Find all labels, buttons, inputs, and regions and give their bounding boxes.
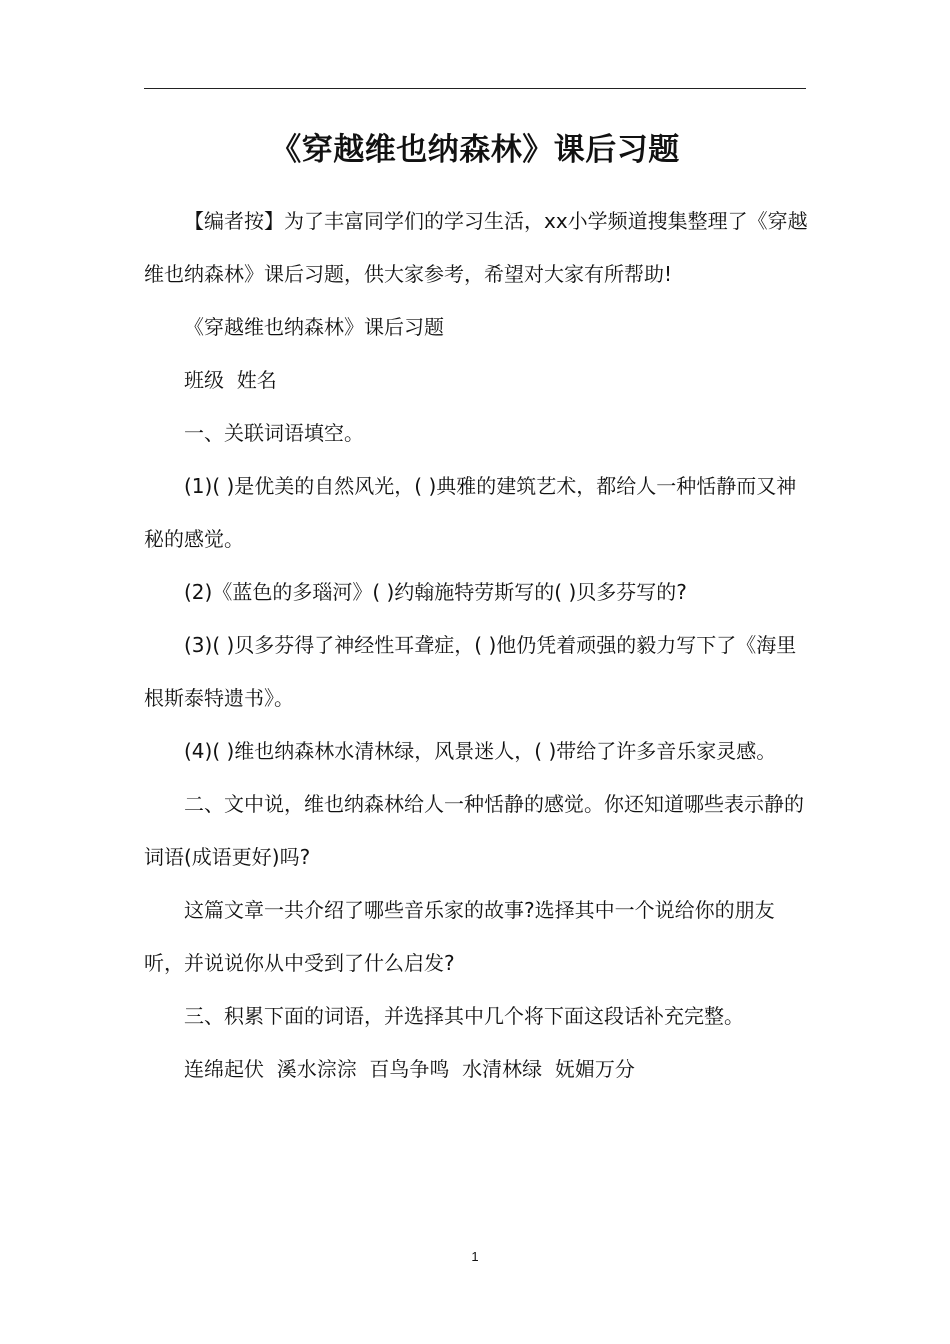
exercise-heading: 《穿越维也纳森林》课后习题	[184, 315, 444, 339]
class-name-line: 班级 姓名	[184, 368, 277, 392]
vocabulary-list: 连绵起伏 溪水淙淙 百鸟争鸣 水清林绿 妩媚万分	[184, 1057, 635, 1081]
musician-story-question: 这篇文章一共介绍了哪些音乐家的故事?选择其中一个说给你的朋友听，并说说你从中受到了什么启发?	[144, 898, 775, 975]
question-1-3: (3)( )贝多芬得了神经性耳聋症，( )他仍凭着顽强的毅力写下了《海里根斯泰特遗书》。	[144, 633, 797, 710]
section-two-question: 二、文中说，维也纳森林给人一种恬静的感觉。你还知道哪些表示静的词语(成语更好)吗?	[144, 792, 804, 869]
question-1-2: (2)《蓝色的多瑙河》( )约翰施特劳斯写的( )贝多芬写的?	[184, 580, 687, 604]
section-three-heading: 三、积累下面的词语，并选择其中几个将下面这段话补充完整。	[184, 1004, 744, 1028]
section-one-heading: 一、关联词语填空。	[184, 421, 364, 445]
question-1-4: (4)( )维也纳森林水清林绿，风景迷人，( )带给了许多音乐家灵感。	[184, 739, 777, 763]
header-rule	[144, 88, 806, 89]
page-number: 1	[471, 1249, 479, 1264]
editor-note-paragraph: 【编者按】为了丰富同学们的学习生活，xx小学频道搜集整理了《穿越维也纳森林》课后习题，供大家参考，希望对大家有所帮助!	[144, 209, 808, 286]
question-1-1: (1)( )是优美的自然风光，( )典雅的建筑艺术，都给人一种恬静而又神秘的感觉。	[144, 474, 797, 551]
document-body	[144, 195, 808, 1096]
document-title: 《穿越维也纳森林》课后习题	[270, 132, 680, 168]
